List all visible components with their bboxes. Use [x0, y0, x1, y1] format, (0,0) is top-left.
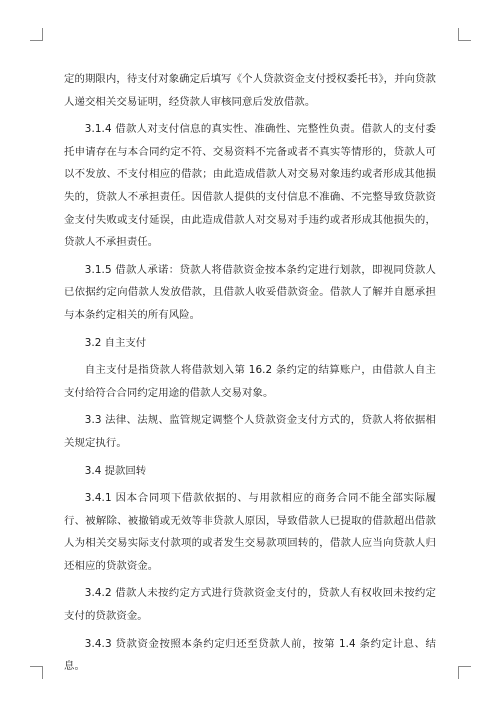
paragraph-continuation: 定的期限内，待支付对象确定后填写《个人贷款资金支付授权委托书》，并向贷款人递交相关交易证明，经贷款人审核同意后发放借款。: [64, 73, 436, 108]
heading-3-2: 3.2 自主支付: [84, 336, 147, 349]
crop-mark-top-left: [30, 28, 43, 41]
clause-3-4-3: 3.4.3 贷款资金按照本条约定归还至贷款人前，按第 1.4 条约定计息、结息。: [64, 637, 436, 673]
document-body: [64, 68, 436, 683]
crop-mark-top-right: [458, 28, 471, 41]
crop-mark-bottom-right: [458, 666, 471, 679]
clause-3-4-2: 3.4.2 借款人未按约定方式进行贷款资金支付的，贷款人有权收回未按约定支付的贷款资金。: [64, 587, 436, 623]
clause-3-1-4: 3.1.4 借款人对支付信息的真实性、准确性、完整性负责。借款人的支付委托申请存在与本合同约定不符、交易资料不完备或者不真实等情形的，贷款人可以不发放、不支付相应的借款；由此造成借款人对交易对象违约或者形成其他损失的，贷款人不承担责任。因借款人提供的支付信息不准确、不完整导致贷款资金支付失败或支付延误，由此造成借款人对交易对手违约或者形成其他损失的，贷款人不承担责任。: [64, 123, 436, 249]
clause-3-3: 3.3 法律、法规、监管规定调整个人贷款资金支付方式的，贷款人将依据相关规定执行。: [64, 414, 436, 449]
paragraph-self-payment: 自主支付是指贷款人将借款划入第 16.2 条约定的结算账户，由借款人自主支付给符合合同约定用途的借款人交易对象。: [64, 364, 436, 399]
crop-mark-bottom-left: [30, 666, 43, 679]
clause-3-4-1: 3.4.1 因本合同项下借款依据的、与用款相应的商务合同不能全部实际履行、被解除、被撤销或无效等非贷款人原因，导致借款人已提取的借款超出借款人为相关交易实际支付款项的或者发生交易款项回转的，借款人应当向贷款人归还相应的贷款资金。: [64, 492, 436, 572]
heading-3-4: 3.4 提款回转: [84, 464, 147, 477]
clause-3-1-5: 3.1.5 借款人承诺：贷款人将借款资金按本条约定进行划款，即视同贷款人已依据约定向借款人发放借款，且借款人收妥借款资金。借款人了解并自愿承担与本条约定相关的所有风险。: [64, 263, 436, 321]
